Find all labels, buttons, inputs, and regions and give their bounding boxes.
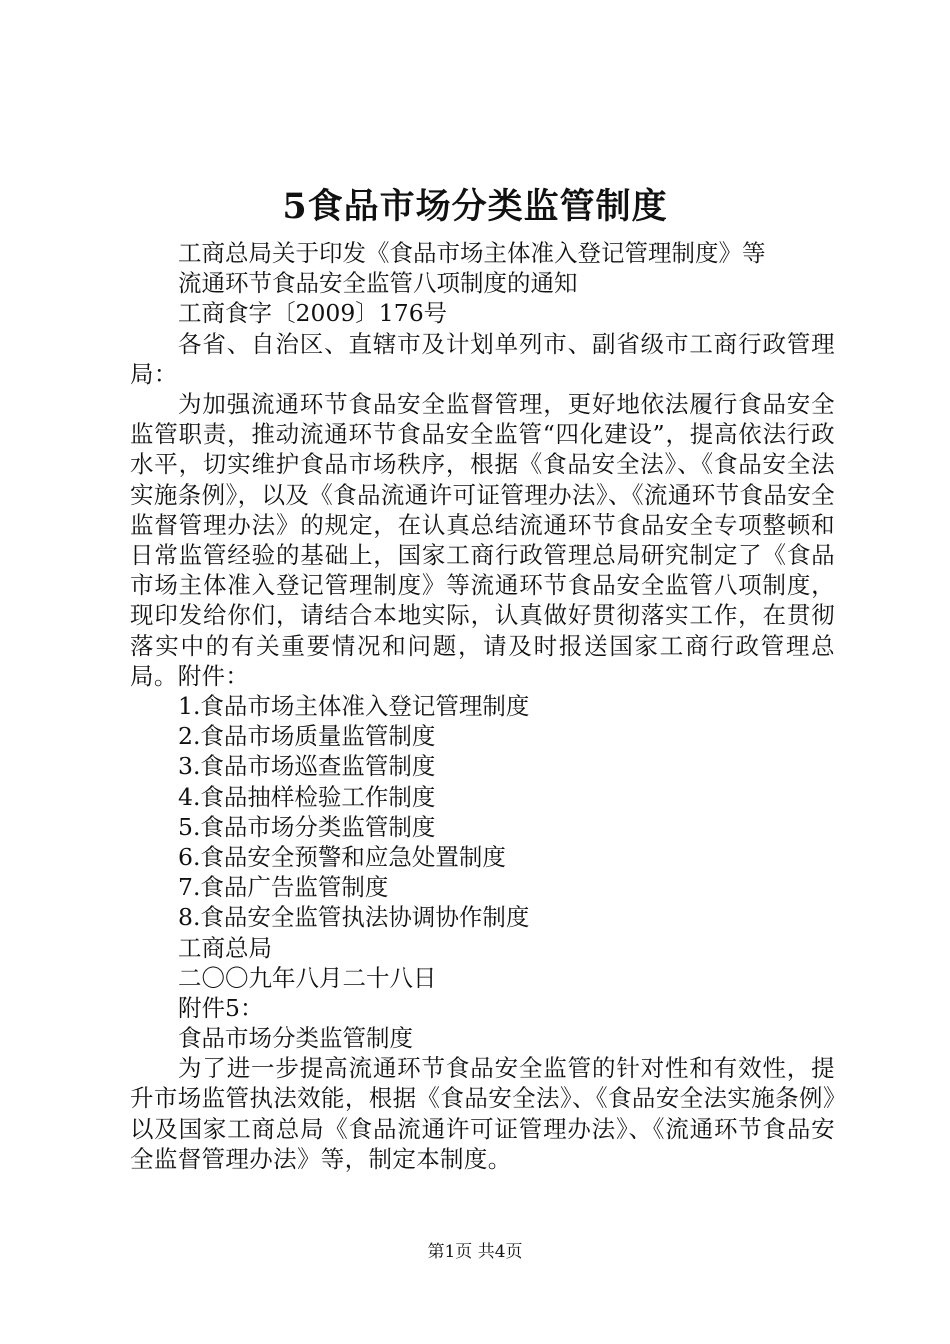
annex-title: 食品市场分类监管制度 xyxy=(178,1024,413,1053)
issue-date: 二〇〇九年八月二十八日 xyxy=(178,963,437,992)
issuer: 工商总局 xyxy=(178,933,272,962)
list-item: 8.食品安全监管执法协调协作制度 xyxy=(178,903,530,932)
list-item: 3.食品市场巡查监管制度 xyxy=(178,752,436,781)
list-item: 7.食品广告监管制度 xyxy=(178,873,389,902)
document-body xyxy=(130,238,835,1174)
page-indicator: 第1页 共4页 xyxy=(427,1242,523,1262)
annex-paragraph: 为了进一步提高流通环节食品安全监管的针对性和有效性，提升市场监管执法效能，根据《食品安全法》、《食品安全法实施条例》以及国家工商总局《食品流通许可证管理办法》、《流通环节食品安全监督管理办法》等，制定本制度。 xyxy=(130,1054,835,1173)
list-item: 1.食品市场主体准入登记管理制度 xyxy=(178,692,530,720)
intro-paragraph: 为加强流通环节食品安全监督管理，更好地依法履行食品安全监管职责，推动流通环节食品安全监管“四化建设”，提高依法行政水平，切实维护食品市场秩序，根据《食品安全法》、《食品安全法实施条例》，以及《食品流通许可证管理办法》、《流通环节食品安全监督管理办法》的规定，在认真总结流通环节食品安全专项整顿和日常监管经验的基础上，国家工商行政管理总局研究制定了《食品市场主体准入登记管理制度》等流通环节食品安全监管八项制度，现印发给你们，请结合本地实际，认真做好贯彻落实工作，在贯彻落实中的有关重要情况和问题，请及时报送国家工商行政管理总局。附件： xyxy=(130,389,835,690)
notice-title-line-1: 工商总局关于印发《食品市场主体准入登记管理制度》等 xyxy=(178,239,766,267)
list-item: 6.食品安全预警和应急处置制度 xyxy=(178,842,506,871)
list-item: 2.食品市场质量监管制度 xyxy=(178,722,436,751)
list-item: 4.食品抽样检验工作制度 xyxy=(178,782,436,811)
attachment-list xyxy=(130,691,835,933)
notice-title-line-2: 流通环节食品安全监管八项制度的通知 xyxy=(178,269,578,298)
recipients-paragraph: 各省、自治区、直辖市及计划单列市、副省级市工商行政管理局： xyxy=(130,329,835,388)
document-title: 5食品市场分类监管制度 xyxy=(282,186,668,227)
list-item: 5.食品市场分类监管制度 xyxy=(178,812,436,841)
document-number: 工商食字〔2009〕176号 xyxy=(178,299,448,328)
annex-label: 附件5： xyxy=(178,993,264,1022)
